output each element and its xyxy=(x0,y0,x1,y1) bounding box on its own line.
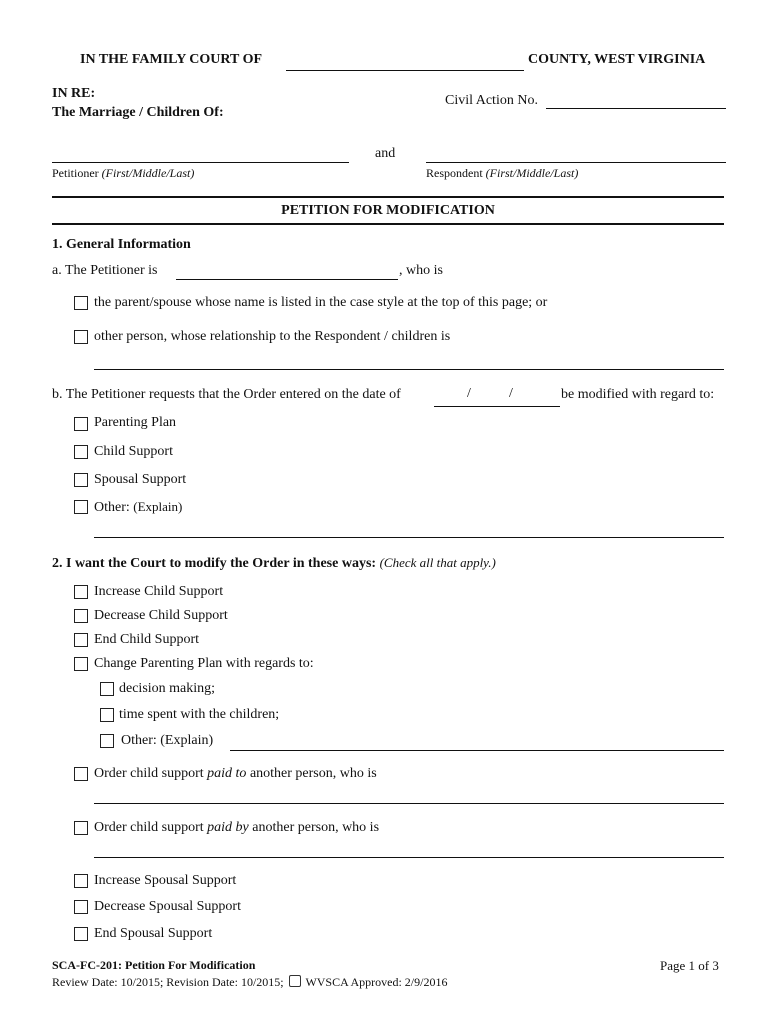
order-date-suffix: be modified with regard to: xyxy=(561,387,715,402)
increase-spousal-support-label: Increase Spousal Support xyxy=(94,873,237,888)
other-regard-field[interactable] xyxy=(94,537,724,538)
page-number: Page 1 of 3 xyxy=(660,958,719,973)
respondent-name-field[interactable] xyxy=(426,162,726,163)
end-spousal-support-checkbox[interactable] xyxy=(74,927,88,941)
paid-to-suffix: another person, who is xyxy=(249,766,377,781)
footer-dates xyxy=(52,975,447,990)
relationship-field[interactable] xyxy=(94,369,724,370)
marriage-label: The Marriage / Children Of: xyxy=(52,105,224,120)
order-date-sep1: / xyxy=(467,386,471,401)
court-prefix: IN THE FAMILY COURT OF xyxy=(80,52,263,67)
other-regard-label xyxy=(94,499,182,516)
end-child-support-label: End Child Support xyxy=(94,632,200,647)
decrease-spousal-support-label: Decrease Spousal Support xyxy=(94,899,241,914)
increase-spousal-support-checkbox[interactable] xyxy=(74,874,88,888)
end-spousal-support-label: End Spousal Support xyxy=(94,926,213,941)
section2-hint: (Check all that apply.) xyxy=(379,555,496,570)
county-field[interactable] xyxy=(286,70,524,71)
change-parenting-plan-checkbox[interactable] xyxy=(74,657,88,671)
increase-child-support-checkbox[interactable] xyxy=(74,585,88,599)
spousal-support-checkbox[interactable] xyxy=(74,473,88,487)
title-top-rule xyxy=(52,196,724,198)
form-id: SCA-FC-201: Petition For Modification xyxy=(52,958,256,972)
paid-to-checkbox[interactable] xyxy=(74,767,88,781)
petitioner-is-prefix: a. The Petitioner is xyxy=(52,263,158,278)
order-date-sep2: / xyxy=(509,386,513,401)
civil-action-label: Civil Action No. xyxy=(445,93,538,108)
paid-to-field[interactable] xyxy=(94,803,724,804)
paid-to-prefix: Order child support xyxy=(94,766,204,781)
wvsca-seal-icon xyxy=(289,975,301,987)
paid-by-checkbox[interactable] xyxy=(74,821,88,835)
petitioner-caption xyxy=(52,166,194,181)
other-person-checkbox[interactable] xyxy=(74,330,88,344)
decision-making-label: decision making; xyxy=(119,681,216,696)
respondent-label: Respondent xyxy=(426,166,483,180)
other-regard-hint: (Explain) xyxy=(133,499,183,514)
increase-child-support-label: Increase Child Support xyxy=(94,584,224,599)
court-suffix: COUNTY, WEST VIRGINIA xyxy=(528,52,706,67)
time-spent-label: time spent with the children; xyxy=(119,707,280,722)
section1-heading: 1. General Information xyxy=(52,237,191,252)
review-date: Review Date: 10/2015; Revision Date: 10/2015; xyxy=(52,975,284,989)
plan-other-field[interactable] xyxy=(230,750,724,751)
other-person-label: other person, whose relationship to the Respondent / children is xyxy=(94,329,451,344)
other-regard-checkbox[interactable] xyxy=(74,500,88,514)
paid-to-label xyxy=(94,766,377,782)
paid-by-prefix: Order child support xyxy=(94,820,204,835)
petitioner-label: Petitioner xyxy=(52,166,99,180)
petitioner-is-field[interactable] xyxy=(176,279,398,280)
paid-by-field[interactable] xyxy=(94,857,724,858)
petitioner-name-field[interactable] xyxy=(52,162,349,163)
paid-by-suffix: another person, who is xyxy=(252,820,380,835)
child-support-label: Child Support xyxy=(94,444,173,459)
respondent-caption xyxy=(426,166,578,181)
time-spent-checkbox[interactable] xyxy=(100,708,114,722)
plan-other-label: Other: (Explain) xyxy=(121,733,214,748)
decrease-child-support-label: Decrease Child Support xyxy=(94,608,228,623)
title-bottom-rule xyxy=(52,223,724,225)
parenting-plan-checkbox[interactable] xyxy=(74,417,88,431)
and-label: and xyxy=(375,146,396,161)
other-regard-text: Other: xyxy=(94,500,130,515)
change-parenting-plan-label: Change Parenting Plan with regards to: xyxy=(94,656,314,671)
end-child-support-checkbox[interactable] xyxy=(74,633,88,647)
form-title: PETITION FOR MODIFICATION xyxy=(281,203,495,218)
decrease-child-support-checkbox[interactable] xyxy=(74,609,88,623)
parent-spouse-label: the parent/spouse whose name is listed in the case style at the top of this page; or xyxy=(94,295,548,310)
decrease-spousal-support-checkbox[interactable] xyxy=(74,900,88,914)
section2-header xyxy=(52,555,496,572)
in-re-label: IN RE: xyxy=(52,86,96,101)
paid-by-em: paid by xyxy=(207,820,249,835)
decision-making-checkbox[interactable] xyxy=(100,682,114,696)
petitioner-is-suffix: , who is xyxy=(399,263,443,278)
civil-action-field[interactable] xyxy=(546,108,726,109)
paid-to-em: paid to xyxy=(207,766,247,781)
approved-date: WVSCA Approved: 2/9/2016 xyxy=(305,975,448,989)
plan-other-checkbox[interactable] xyxy=(100,734,114,748)
petitioner-hint: (First/Middle/Last) xyxy=(101,166,195,180)
paid-by-label xyxy=(94,820,379,836)
parent-spouse-checkbox[interactable] xyxy=(74,296,88,310)
child-support-checkbox[interactable] xyxy=(74,445,88,459)
section2-heading: 2. I want the Court to modify the Order in these ways: xyxy=(52,556,377,571)
spousal-support-label: Spousal Support xyxy=(94,472,187,487)
order-date-prefix: b. The Petitioner requests that the Order entered on the date of xyxy=(52,387,401,402)
order-date-field[interactable] xyxy=(434,406,560,407)
parenting-plan-label: Parenting Plan xyxy=(94,415,177,430)
respondent-hint: (First/Middle/Last) xyxy=(485,166,579,180)
